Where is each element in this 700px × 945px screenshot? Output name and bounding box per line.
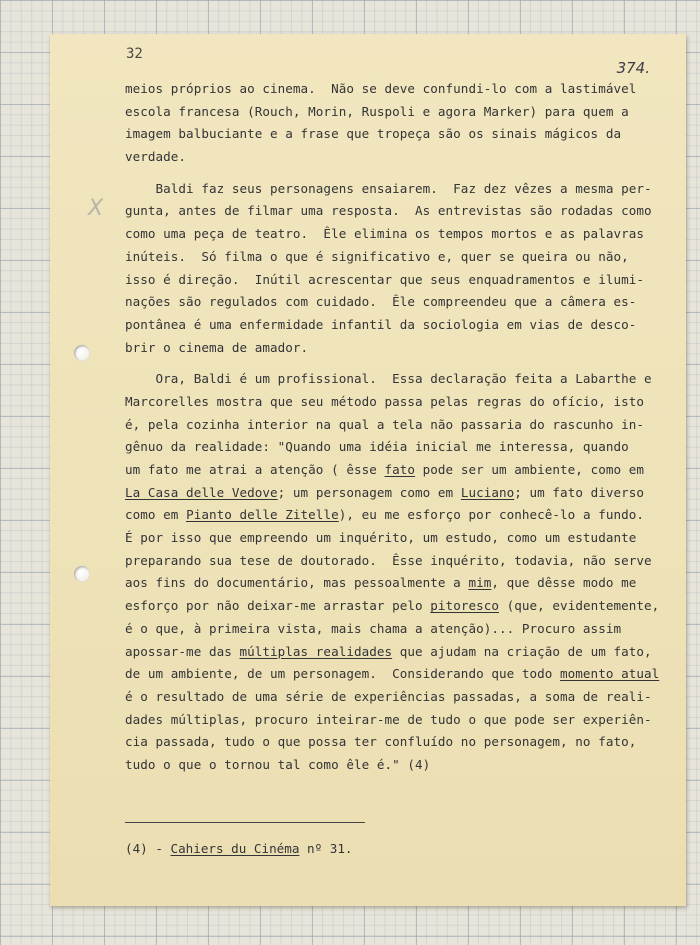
underlined-text: múltiplas realidades (239, 643, 393, 659)
text-segment: meios próprios ao cinema. Não se deve confundi-lo com a lastimável (125, 81, 637, 96)
text-line (125, 314, 675, 337)
text-line (125, 101, 675, 124)
typewritten-page (50, 34, 686, 906)
text-segment: inúteis. Só filma o que é significativo e, quer se queira ou não, (125, 248, 629, 264)
text-segment: ; um personagem como em (277, 484, 461, 500)
text-segment: tudo o que o tornou tal como êle é." (4) (125, 756, 431, 772)
text-segment: Baldi faz seus personagens ensaiarem. Faz dez vêzes a mesma per- (125, 180, 652, 196)
text-segment: apossar-me das (125, 643, 240, 659)
text-line (125, 527, 675, 550)
text-line (125, 291, 675, 314)
text-segment: brir o cinema de amador. (125, 339, 309, 355)
paragraph-gap (125, 359, 675, 368)
text-segment: , que dêsse modo me (491, 575, 637, 591)
body-text (125, 78, 675, 777)
text-line (125, 618, 675, 641)
footnote (125, 841, 352, 856)
text-segment: gênuo da realidade: "Quando uma idéia inicial me interessa, quando (125, 439, 629, 455)
text-line (125, 550, 675, 573)
text-line (125, 146, 675, 169)
underlined-text: pitoresco (430, 598, 499, 614)
text-segment: pode ser um ambiente, como em (415, 462, 644, 477)
margin-mark-x: X (88, 196, 104, 221)
text-segment: pontânea é uma enfermidade infantil da sociologia em vias de desco- (125, 316, 637, 332)
page-number: 32 (126, 46, 143, 62)
text-segment: como em (125, 507, 187, 523)
text-line (125, 123, 675, 146)
paragraph-gap (125, 169, 675, 178)
paragraph (125, 78, 675, 169)
text-line (125, 731, 675, 754)
text-segment: isso é direção. Inútil acrescentar que seus enquadramentos e ilumi- (125, 271, 644, 287)
footnote-number: nº 31. (299, 841, 353, 856)
text-line (125, 436, 675, 459)
punch-hole-upper (74, 345, 90, 361)
text-segment: nações são regulados com cuidado. Êle compreendeu que a câmera es- (125, 294, 637, 310)
text-line (125, 754, 675, 777)
text-line (125, 414, 675, 437)
text-line (125, 641, 675, 664)
text-segment: ), eu me esforço por conhecê-lo a fundo. (338, 507, 645, 523)
underlined-text: momento atual (560, 666, 660, 682)
text-line (125, 78, 675, 101)
text-segment: um fato me atrai a atenção ( êsse (125, 462, 385, 477)
text-segment: Marcorelles mostra que seu método passa pelas regras do ofício, isto (125, 393, 644, 409)
archive-page-number: 374. (616, 59, 650, 77)
text-line (125, 368, 675, 391)
text-line (125, 223, 675, 246)
text-line (125, 391, 675, 414)
text-line (125, 572, 675, 595)
text-segment: escola francesa (Rouch, Morin, Ruspoli e agora Marker) para quem a (125, 103, 629, 119)
text-segment: (que, evidentemente, (499, 598, 660, 614)
underlined-text: Luciano (460, 484, 515, 500)
paragraph (125, 368, 675, 776)
text-line (125, 337, 675, 360)
text-line (125, 686, 675, 709)
underlined-text: Pianto delle Zitelle (186, 507, 339, 523)
underlined-text: fato (384, 462, 416, 477)
text-segment: dades múltiplas, procuro inteirar-me de tudo o que pode ser experiên- (125, 711, 652, 727)
text-segment: imagem balbuciante e a frase que tropeça são os sinais mágicos da (125, 126, 622, 142)
text-line (125, 178, 675, 201)
underlined-text: mim (468, 575, 492, 591)
text-line (125, 663, 675, 686)
text-segment: aos fins do documentário, mas pessoalmente a (125, 575, 469, 591)
text-line (125, 709, 675, 732)
text-segment: Ora, Baldi é um profissional. Essa declaração feita a Labarthe e (125, 371, 652, 387)
footnote-divider (125, 822, 365, 823)
text-segment: preparando sua tese de doutorado. Êsse inquérito, todavia, não serve (125, 552, 652, 568)
text-line (125, 482, 675, 505)
text-segment: verdade. (125, 149, 187, 165)
text-segment: É por isso que empreendo um inquérito, um estudo, como um estudante (125, 530, 637, 546)
text-segment: gunta, antes de filmar uma resposta. As entrevistas são rodadas como (125, 203, 652, 219)
underlined-text: La Casa delle Vedove (125, 484, 278, 500)
text-segment: cia passada, tudo o que possa ter confluído no personagem, no fato, (125, 734, 637, 750)
text-segment: é o resultado de uma série de experiências passadas, a soma de reali- (125, 688, 652, 704)
text-line (125, 459, 675, 482)
paragraph (125, 178, 675, 360)
punch-hole-lower (74, 566, 90, 582)
text-segment: como uma peça de teatro. Êle elimina os tempos mortos e as palavras (125, 226, 644, 242)
text-segment: é, pela cozinha interior na qual a tela não passaria do rascunho in- (125, 416, 644, 432)
text-segment: que ajudam na criação de um fato, (392, 643, 652, 659)
text-line (125, 269, 675, 292)
text-line (125, 200, 675, 223)
footnote-source: Cahiers du Cinéma (170, 841, 300, 856)
text-line (125, 595, 675, 618)
footnote-marker: (4) - (125, 841, 171, 856)
text-line (125, 504, 675, 527)
text-segment: é o que, à primeira vista, mais chama a atenção)... Procuro assim (125, 620, 622, 636)
text-segment: esforço por não deixar-me arrastar pelo (125, 598, 431, 614)
text-line (125, 246, 675, 269)
text-segment: ; um fato diverso (514, 484, 645, 500)
text-segment: de um ambiente, de um personagem. Considerando que todo (125, 666, 561, 682)
